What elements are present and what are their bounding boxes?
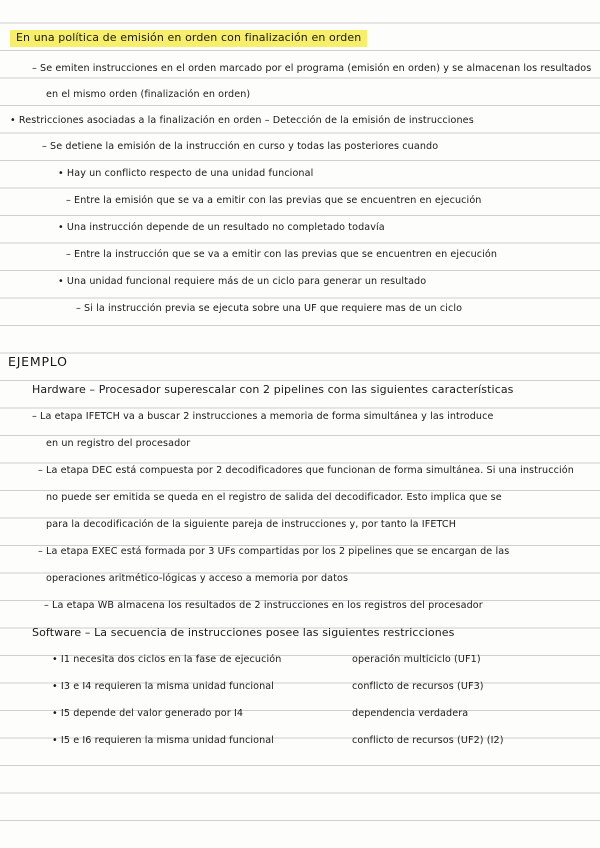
text-line: – La etapa DEC está compuesta por 2 decodificadores que funcionan de forma simultánea. Si una instrucción: [38, 465, 574, 476]
text-line: – Se detiene la emisión de la instrucción en curso y todas las posteriores cuando: [42, 141, 439, 152]
text-line: – Entre la instrucción que se va a emitir con las previas que se encuentren en ejecución: [66, 249, 498, 260]
text-line: – La etapa EXEC está formada por 3 UFs compartidas por los 2 pipelines que se encargan de las: [38, 546, 510, 557]
text-line: no puede ser emitida se queda en el registro de salida del decodificador. Esto implica que se: [46, 492, 502, 503]
text-line: – Se emiten instrucciones en el orden marcado por el programa (emisión en orden) y se almacenan los resultados: [32, 63, 592, 74]
text-line: • Restricciones asociadas a la finalización en orden – Detección de la emisión de instrucciones: [10, 115, 474, 126]
restriction-right: conflicto de recursos (UF3): [352, 681, 484, 692]
section-heading: EJEMPLO: [8, 354, 68, 369]
title-line: [10, 31, 367, 46]
text-line: • Una unidad funcional requiere más de un ciclo para generar un resultado: [58, 276, 427, 287]
restriction-left: • I5 e I6 requieren la misma unidad funcional: [52, 735, 275, 746]
text-line: – Si la instrucción previa se ejecuta sobre una UF que requiere mas de un ciclo: [76, 303, 463, 314]
text-line: para la decodificación de la siguiente pareja de instrucciones y, por tanto la IFETCH: [46, 519, 457, 530]
restriction-left: • I3 e I4 requieren la misma unidad funcional: [52, 681, 275, 692]
text-line: Software – La secuencia de instrucciones posee las siguientes restricciones: [32, 626, 455, 639]
text-line: – La etapa WB almacena los resultados de 2 instrucciones en los registros del procesador: [44, 600, 483, 611]
restriction-right: dependencia verdadera: [352, 708, 469, 719]
text-line: en el mismo orden (finalización en orden): [46, 89, 251, 100]
text-line: en un registro del procesador: [46, 438, 191, 449]
text-line: • Hay un conflicto respecto de una unidad funcional: [58, 168, 314, 179]
highlighted-title: En una política de emisión en orden con finalización en orden: [10, 30, 367, 47]
restriction-right: operación multiciclo (UF1): [352, 654, 481, 665]
text-line: – La etapa IFETCH va a buscar 2 instrucciones a memoria de forma simultánea y las introduce: [32, 411, 494, 422]
restriction-right: conflicto de recursos (UF2) (I2): [352, 735, 504, 746]
text-line: operaciones aritmético-lógicas y acceso a memoria por datos: [46, 573, 349, 584]
text-line: • Una instrucción depende de un resultado no completado todavía: [58, 222, 385, 233]
text-line: – Entre la emisión que se va a emitir con las previas que se encuentren en ejecución: [66, 195, 482, 206]
restriction-left: • I5 depende del valor generado por I4: [52, 708, 244, 719]
text-line: Hardware – Procesador superescalar con 2 pipelines con las siguientes características: [32, 383, 514, 396]
restriction-left: • I1 necesita dos ciclos en la fase de ejecución: [52, 654, 282, 665]
